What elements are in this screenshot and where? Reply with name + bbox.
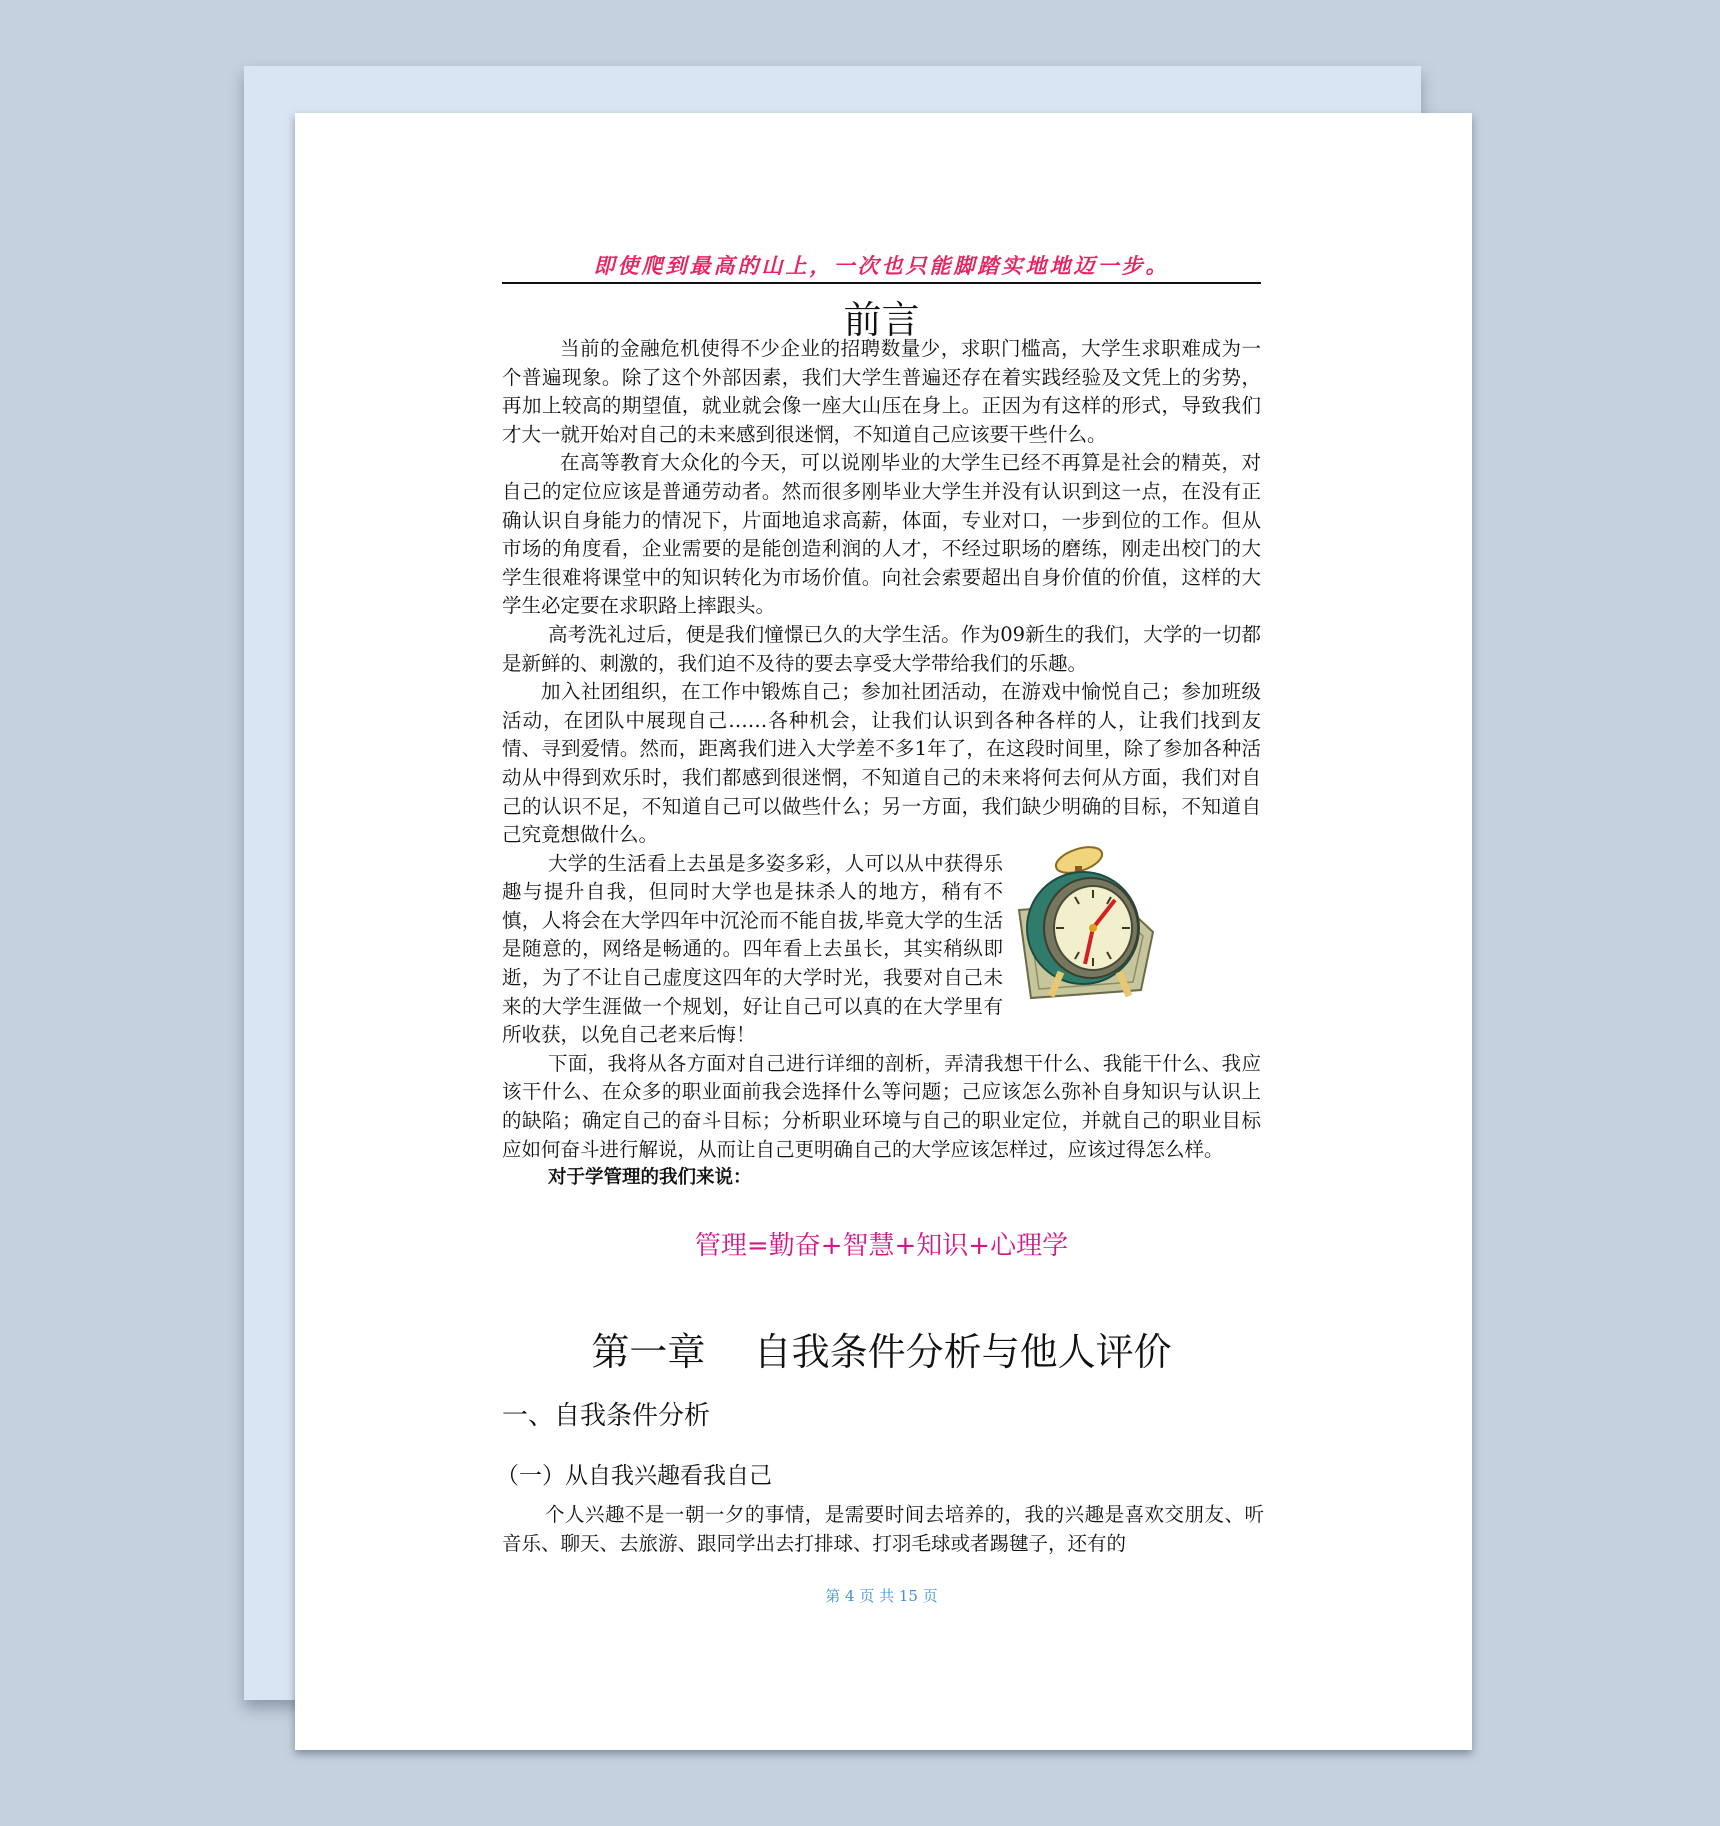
subsection-title: （一）从自我兴趣看我自己 [496,1463,772,1489]
preface-paragraph: 下面，我将从各方面对自己进行详细的剖析，弄清我想干什么、我能干什么、我应该干什么、在众多的职业面前我会选择什么等问题；己应该怎么弥补自身知识与认识上的缺陷；确定自己的奋斗目标；分析职业环境与自己的职业定位，并就自己的职业目标应如何奋斗进行解说，从而让自己更明确自己的大学应该怎样过，应该过得怎么样。 [502,1051,1261,1161]
header-motto: 即使爬到最高的山上，一次也只能脚踏实地地迈一步。 [593,253,1170,278]
header-rule [502,282,1261,284]
document-page [295,113,1472,1750]
chapter-body [502,1500,1264,1558]
preface-paragraph: 高考洗礼过后，便是我们憧憬已久的大学生活。作为09新生的我们，大学的一切都是新鲜的、刺激的，我们迫不及待的要去享受大学带给我们的乐趣。 [502,622,1261,675]
preface-paragraph: 当前的金融危机使得不少企业的招聘数量少，求职门槛高，大学生求职难成为一个普遍现象。除了这个外部因素，我们大学生普遍还存在着实践经验及文凭上的劣势，再加上较高的期望值，就业就会像一座大山压在身上。正因为有这样的形式，导致我们才大一就开始对自己的未来感到很迷惘，不知道自己应该要干些什么。 [502,337,1261,446]
alarm-clock-icon [1011,840,1161,1002]
page-footer: 第 4 页 共 15 页 [825,1587,938,1605]
preface-lead-in: 对于学管理的我们来说： [548,1167,752,1189]
preface-paragraph: 在高等教育大众化的今天，可以说刚毕业的大学生已经不再算是社会的精英，对自己的定位应该是普通劳动者。然而很多刚毕业大学生并没有认识到这一点，在没有正确认识自身能力的情况下，片面地追求高薪，体面，专业对口，一步到位的工作。但从市场的角度看，企业需要的是能创造利润的人才，不经过职场的磨练，刚走出校门的大学生很难将课堂中的知识转化为市场价值。向社会索要超出自身价值的价值，这样的大学生必定要在求职路上摔跟头。 [502,451,1261,618]
preface-paragraph: 加入社团组织，在工作中锻炼自己；参加社团活动，在游戏中愉悦自己；参加班级活动，在团队中展现自己……各种机会，让我们认识到各种各样的人，让我们找到友情、寻到爱情。然而，距离我们进入大学差不多1年了，在这段时间里，除了参加各种活动从中得到欢乐时，我们都感到很迷惘，不知道自己的未来将何去何从方面，我们对自己的认识不足，不知道自己可以做些什么；另一方面，我们缺少明确的目标，不知道自己究竟想做什么。 [502,680,1261,847]
preface-title: 前言 [843,298,920,342]
preface-paragraph: 大学的生活看上去虽是多姿多彩，人可以从中获得乐趣与提升自我，但同时大学也是抹杀人的地方，稍有不慎，人将会在大学四年中沉沦而不能自拔,毕竟大学的生活是随意的，网络是畅通的。四年看上去虽长，其实稍纵即逝，为了不让自己虚度这四年的大学时光，我要对自己未来的大学生涯做一个规划，好让自己可以真的在大学里有所收获，以免自己老来后悔！ [502,851,1003,1047]
management-formula: 管理=勤奋+智慧+知识+心理学 [694,1231,1069,1261]
preface-body [502,335,1261,1193]
alarm-clock-illustration [1011,852,1265,1002]
chapter-paragraph: 个人兴趣不是一朝一夕的事情，是需要时间去培养的，我的兴趣是喜欢交朋友、听音乐、聊天、去旅游、跟同学出去打排球、打羽毛球或者踢毽子，还有的 [502,1503,1264,1555]
chapter-title: 第一章 自我条件分析与他人评价 [591,1330,1172,1374]
section-title: 一、自我条件分析 [502,1401,711,1431]
